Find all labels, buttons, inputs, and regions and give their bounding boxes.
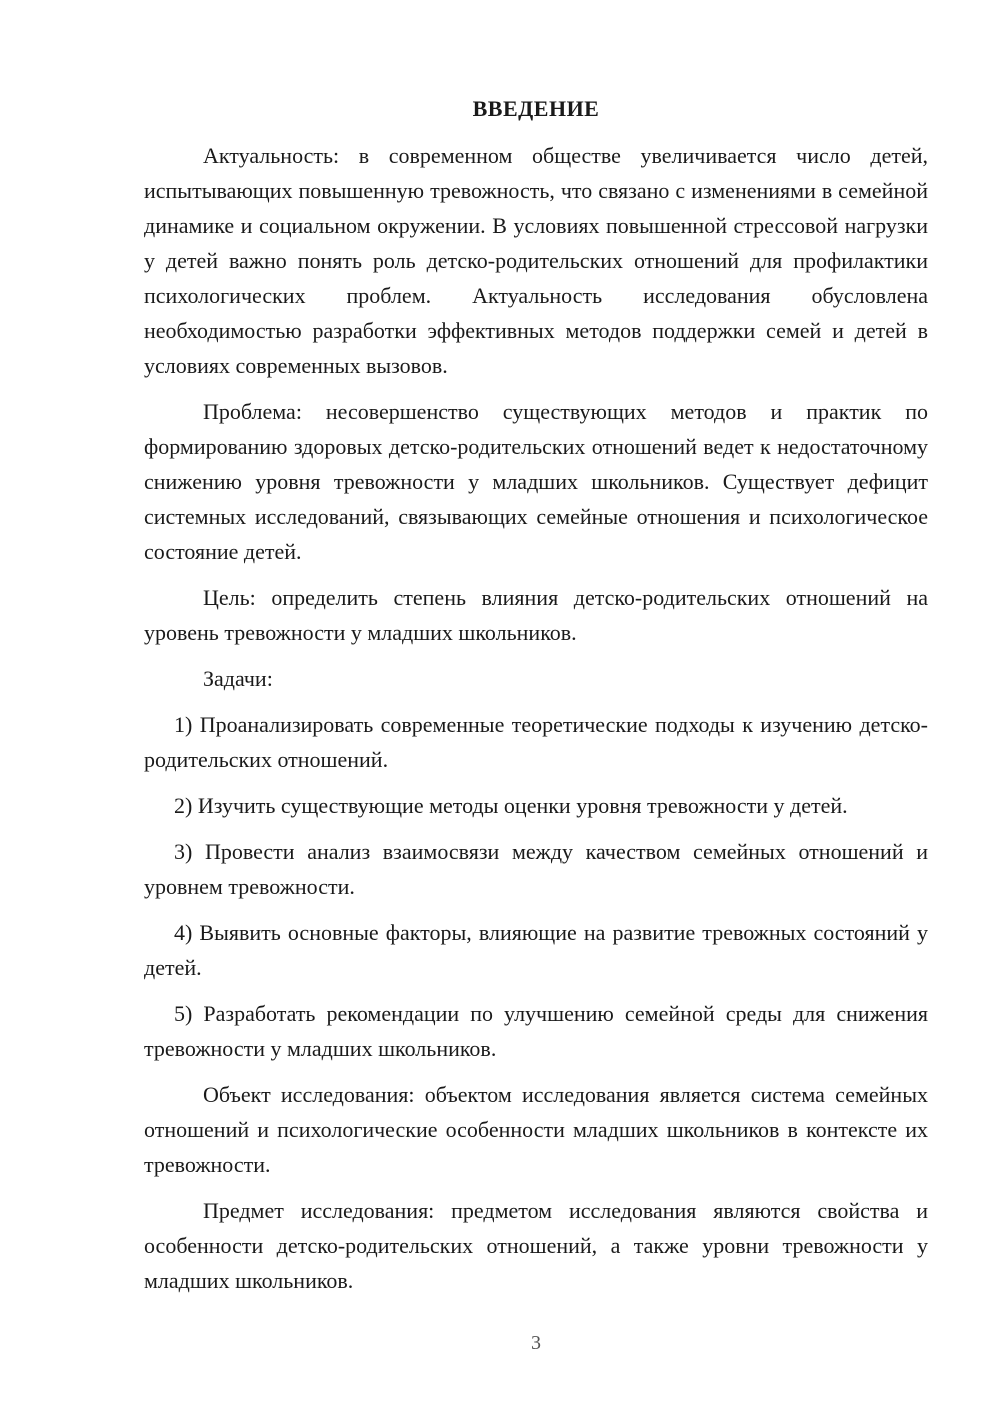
paragraph-tasks-heading: Задачи: (203, 666, 273, 691)
paragraph-goal: Цель: определить степень влияния детско-родительских отношений на уровень тревожности у младших школьников. (144, 585, 928, 645)
task-item: 1) Проанализировать современные теоретические подходы к изучению детско-родительских отношений. (144, 712, 928, 772)
paragraph-relevance: Актуальность: в современном обществе увеличивается число детей, испытывающих повышенную тревожность, что связано с изменениями в семейной динамике и социальном окружении. В условиях повышенной стрессовой нагрузки у детей важно понять роль детско-родительских отношений для профилактики психологических проблем. Актуальность исследования обусловлена необходимостью разработки эффективных методов поддержки семей и детей в условиях современных вызовов. (144, 143, 928, 378)
task-item: 4) Выявить основные факторы, влияющие на развитие тревожных состояний у детей. (144, 920, 928, 980)
paragraph-problem: Проблема: несовершенство существующих методов и практик по формированию здоровых детско-родительских отношений ведет к недостаточному снижению уровня тревожности у младших школьников. Существует дефицит системных исследований, связывающих семейные отношения и психологическое состояние детей. (144, 399, 928, 564)
document-page (144, 92, 928, 1309)
section-title: ВВЕДЕНИЕ (472, 96, 600, 121)
paragraph-object: Объект исследования: объектом исследования является система семейных отношений и психологические особенности младших школьников в контексте их тревожности. (144, 1082, 928, 1177)
task-item: 2) Изучить существующие методы оценки уровня тревожности у детей. (174, 793, 848, 818)
task-item: 5) Разработать рекомендации по улучшению семейной среды для снижения тревожности у младших школьников. (144, 1001, 928, 1061)
task-item: 3) Провести анализ взаимосвязи между качеством семейных отношений и уровнем тревожности. (144, 839, 928, 899)
paragraph-subject: Предмет исследования: предметом исследования являются свойства и особенности детско-родительских отношений, а также уровни тревожности у младших школьников. (144, 1198, 928, 1293)
page-number: 3 (531, 1332, 541, 1354)
